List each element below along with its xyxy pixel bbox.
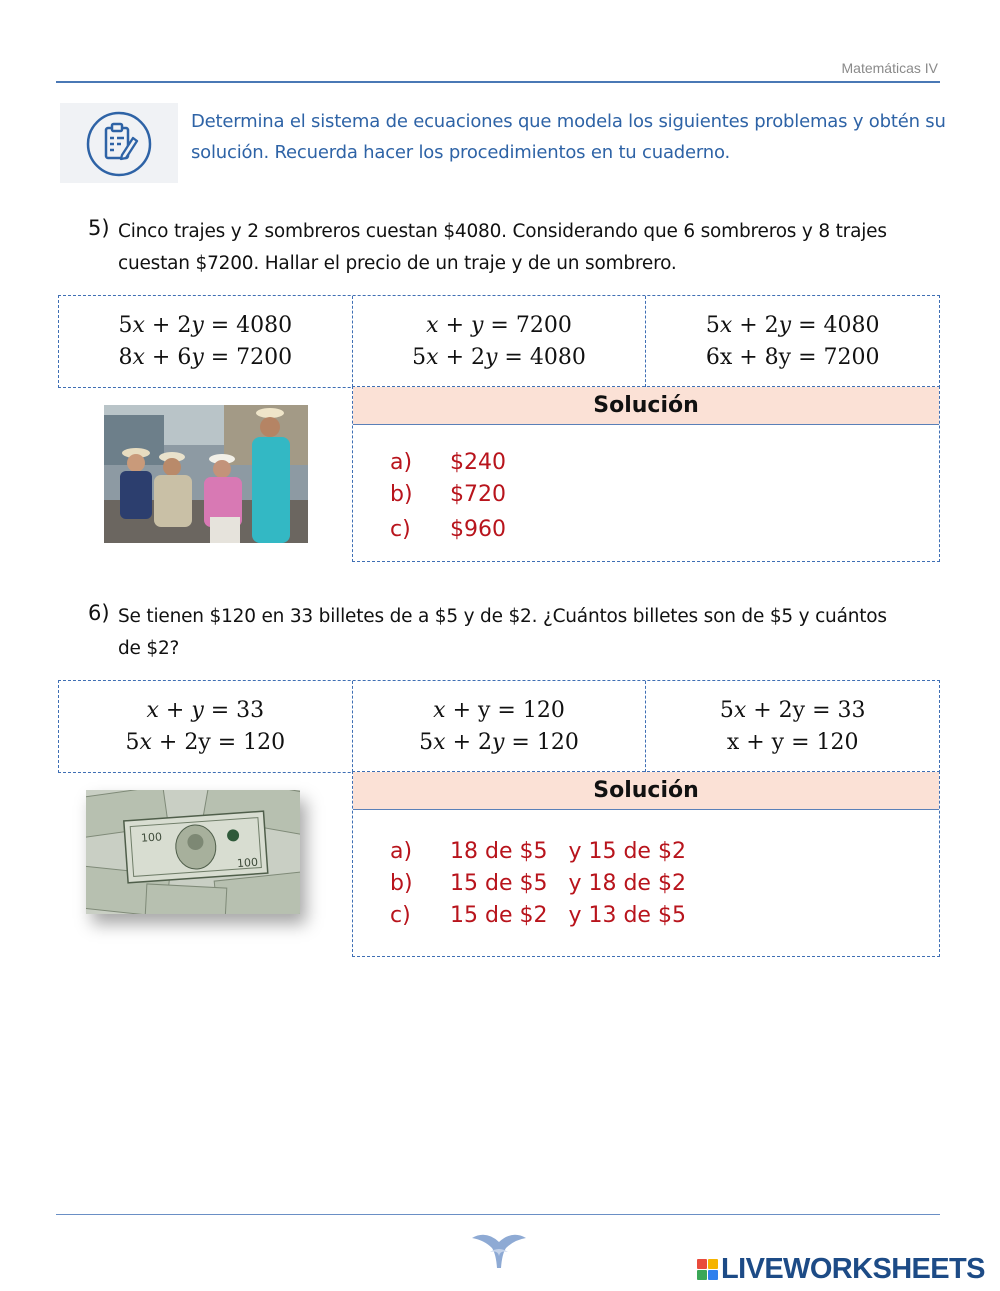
problem-6-system-option-3[interactable] xyxy=(646,681,939,772)
problem-6-system-option-1[interactable] xyxy=(59,681,353,772)
problem-6-answer-b[interactable] xyxy=(390,867,939,899)
problem-5-systems xyxy=(58,295,940,388)
header-divider xyxy=(56,81,940,83)
option-text: 15 de $5 y 18 de $2 xyxy=(450,870,686,896)
equation-line: 𝑥 + y = 120 xyxy=(433,697,565,723)
equation-line: 5𝑥 + 2𝑦 = 4080 xyxy=(118,312,293,338)
problem-5-solution-box xyxy=(352,386,940,562)
problem-5-system-option-1[interactable] xyxy=(59,296,353,387)
problem-6-line-2: de $2? xyxy=(118,638,180,659)
equation-line: 5𝑥 + 2y = 33 xyxy=(719,697,866,723)
option-letter: c) xyxy=(390,516,411,542)
clipboard-pencil-icon xyxy=(86,111,152,177)
option-text: 15 de $2 y 13 de $5 xyxy=(450,902,686,928)
logo-block xyxy=(697,1270,707,1280)
option-text: $240 xyxy=(450,449,506,475)
header-subject: Matemáticas IV xyxy=(841,60,938,76)
problem-6-number: 6) xyxy=(88,601,110,625)
option-text: 18 de $5 y 15 de $2 xyxy=(450,838,686,864)
equation-line: x + y = 120 xyxy=(726,729,859,755)
footer-divider xyxy=(56,1214,940,1215)
equation-line: 𝑥 + 𝑦 = 7200 xyxy=(426,312,572,338)
problem-5-number: 5) xyxy=(88,216,110,240)
option-text: $720 xyxy=(450,481,506,507)
problem-5-answer-b[interactable] xyxy=(390,478,939,510)
instructions-line-2: solución. Recuerda hacer los procedimientos en tu cuaderno. xyxy=(191,142,730,163)
problem-5-system-option-3[interactable] xyxy=(646,296,939,387)
option-letter: a) xyxy=(390,838,413,864)
ornament-icon xyxy=(470,1228,528,1272)
problem-6-system-option-2[interactable] xyxy=(353,681,647,772)
problem-5-solution-title: Solución xyxy=(353,387,939,425)
option-text: $960 xyxy=(450,516,506,542)
problem-5-line-1: Cinco trajes y 2 sombreros cuestan $4080. Considerando que 6 sombreros y 8 trajes xyxy=(118,221,887,242)
option-letter: b) xyxy=(390,870,413,896)
problem-6-answer-a[interactable] xyxy=(390,835,939,867)
equation-line: 5𝑥 + 2𝑦 = 4080 xyxy=(705,312,880,338)
problem-6-solution-title: Solución xyxy=(353,772,939,810)
liveworksheets-blocks-icon xyxy=(697,1259,718,1280)
option-letter: b) xyxy=(390,481,413,507)
problem-5-system-option-2[interactable] xyxy=(353,296,647,387)
instructions-line-1: Determina el sistema de ecuaciones que modela los siguientes problemas y obtén su xyxy=(191,111,946,132)
svg-text:100: 100 xyxy=(236,855,259,871)
problem-6-systems xyxy=(58,680,940,773)
problem-6-solution-box xyxy=(352,771,940,957)
problem-5-text xyxy=(118,216,948,280)
liveworksheets-logo[interactable] xyxy=(697,1252,985,1286)
dollar-bills-photo xyxy=(86,790,300,914)
instructions-text xyxy=(191,106,951,168)
liveworksheets-brand: LIVEWORKSHEETS xyxy=(721,1253,985,1285)
equation-line: 𝑥 + 𝑦 = 33 xyxy=(146,697,265,723)
equation-line: 5𝑥 + 2𝑦 = 120 xyxy=(419,729,579,755)
problem-5-answer-a[interactable] xyxy=(390,446,939,478)
option-letter: c) xyxy=(390,902,411,928)
equation-line: 6x + 8y = 7200 xyxy=(705,344,880,370)
problem-5-answer-c[interactable] xyxy=(390,513,939,545)
men-in-suits-photo xyxy=(104,405,308,543)
equation-line: 5𝑥 + 2𝑦 = 4080 xyxy=(412,344,586,370)
logo-block xyxy=(697,1259,707,1269)
logo-block xyxy=(708,1270,718,1280)
option-letter: a) xyxy=(390,449,413,475)
problem-6-line-1: Se tienen $120 en 33 billetes de a $5 y de $2. ¿Cuántos billetes son de $5 y cuántos xyxy=(118,606,887,627)
problem-6-text xyxy=(118,601,948,665)
equation-line: 8𝑥 + 6𝑦 = 7200 xyxy=(118,344,293,370)
problem-5-line-2: cuestan $7200. Hallar el precio de un traje y de un sombrero. xyxy=(118,253,677,274)
logo-block xyxy=(708,1259,718,1269)
equation-line: 5𝑥 + 2y = 120 xyxy=(125,729,286,755)
problem-6-answer-c[interactable] xyxy=(390,899,939,931)
svg-text:100: 100 xyxy=(140,830,163,845)
